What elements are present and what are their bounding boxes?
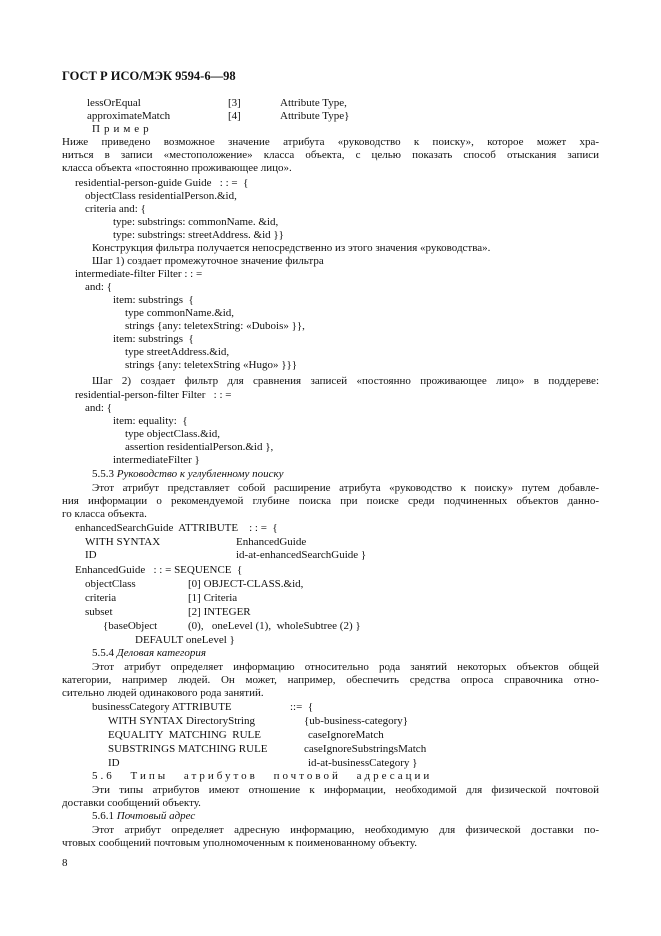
code-line: criteria and: {: [85, 203, 146, 215]
section-title: Руководство к углубленному поиску: [116, 468, 284, 480]
code-line: WITH SYNTAX DirectoryString: [108, 715, 255, 727]
code-line: ID: [108, 757, 120, 769]
paragraph-line: ниться в записи «местоположение» класса объекта, с целью показать способ отыскания записи: [62, 149, 599, 161]
code-line: EQUALITY MATCHING RULE: [108, 729, 261, 741]
code-line: residential-person-filter Filter : : =: [75, 389, 232, 401]
paragraph-line: Этот атрибут определяет информацию относительно рода занятий некоторых объектов общей: [92, 661, 599, 673]
code-line: assertion residentialPerson.&id },: [125, 441, 274, 453]
code-line: [3]: [228, 97, 241, 109]
code-line: type commonName.&id,: [125, 307, 235, 319]
code-line: lessOrEqual: [87, 97, 141, 109]
paragraph-line: Эти типы атрибутов имеют отношение к информации, необходимой для физической почтовой: [92, 784, 599, 796]
paragraph-line: го класса объекта.: [62, 508, 147, 520]
paragraph-line: доставки сообщений объекту.: [62, 797, 201, 809]
code-line: intermediateFilter }: [113, 454, 200, 466]
code-line: strings {any: teletexString: «Dubois» }},: [125, 320, 305, 332]
code-line: id-at-businessCategory }: [308, 757, 418, 769]
code-line: [4]: [228, 110, 241, 122]
section-title: Почтовый адрес: [116, 810, 196, 822]
paragraph-line: Шаг 1) создает промежуточное значение фильтра: [92, 255, 324, 267]
code-line: item: substrings {: [113, 333, 194, 345]
section-title: Деловая категория: [116, 647, 206, 659]
section-heading: [92, 810, 195, 823]
code-line: Attribute Type}: [280, 110, 350, 122]
section-heading: [92, 468, 284, 481]
paragraph-line: Конструкция фильтра получается непосредственно из этого значения «руководства».: [92, 242, 491, 254]
code-line: approximateMatch: [87, 110, 171, 122]
code-line: Attribute Type,: [280, 97, 347, 109]
example-heading: Пример: [92, 123, 153, 135]
code-line: DEFAULT oneLevel }: [135, 634, 235, 646]
page-header: ГОСТ Р ИСО/МЭК 9594-6—98: [62, 69, 236, 83]
code-line: ID: [85, 549, 97, 561]
code-line: item: substrings {: [113, 294, 194, 306]
paragraph-line: категории, например людей. Он может, например, обеспечить средства опроса справочника отно-: [62, 674, 599, 686]
code-line: id-at-enhancedSearchGuide }: [236, 549, 367, 561]
paragraph-line: сительно людей одинакового рода занятий.: [62, 687, 264, 699]
code-line: and: {: [85, 281, 112, 293]
code-line: and: {: [85, 402, 112, 414]
code-line: {baseObject: [103, 620, 158, 632]
code-line: item: equality: {: [113, 415, 188, 427]
code-line: subset: [85, 606, 113, 618]
code-line: criteria: [85, 592, 117, 604]
paragraph-line: Шаг 2) создает фильтр для сравнения записей «постоянно проживающее лицо» в поддереве:: [92, 375, 599, 387]
code-line: caseIgnoreSubstringsMatch: [304, 743, 427, 755]
code-line: type streetAddress.&id,: [125, 346, 230, 358]
code-line: EnhancedGuide : : = SEQUENCE {: [75, 564, 243, 576]
code-line: [0] OBJECT-CLASS.&id,: [188, 578, 304, 590]
section-number: 5.6.1: [92, 810, 114, 822]
code-line: strings {any: teletexString «Hugo» }}}: [125, 359, 298, 371]
code-line: intermediate-filter Filter : : =: [75, 268, 203, 280]
code-line: enhancedSearchGuide ATTRIBUTE : : = {: [75, 522, 278, 534]
code-line: ::= {: [290, 701, 314, 713]
code-line: objectClass residentialPerson.&id,: [85, 190, 237, 202]
paragraph-line: Этот атрибут определяет адресную информацию, необходимую для физической доставки по-: [92, 824, 599, 836]
code-line: residential-person-guide Guide : : = {: [75, 177, 249, 189]
paragraph-line: класса объекта «постоянно проживающее лицо».: [62, 162, 292, 174]
page-number: 8: [62, 857, 68, 869]
paragraph-line: Этот атрибут представляет собой расширение атрибута «руководство к поиску» путем добавле-: [92, 482, 599, 494]
code-line: WITH SYNTAX: [85, 536, 161, 548]
section-number: 5.5.3: [92, 468, 114, 480]
paragraph-line: чтовых сообщений почтовым уполномоченным к поименованному объекту.: [62, 837, 417, 849]
section-heading: 5.6 Типы атрибутов почтовой адресации: [92, 770, 433, 782]
paragraph-line: ния информации о рекомендуемой глубине поиска при поиске среди подчиненных объектов данно-: [62, 495, 599, 507]
code-line: [2] INTEGER: [188, 606, 251, 618]
code-line: SUBSTRINGS MATCHING RULE: [108, 743, 268, 755]
code-line: businessCategory ATTRIBUTE: [92, 701, 232, 713]
code-line: EnhancedGuide: [236, 536, 307, 548]
section-heading: [92, 647, 206, 660]
section-number: 5.5.4: [92, 647, 114, 659]
code-line: objectClass: [85, 578, 136, 590]
code-line: caseIgnoreMatch: [308, 729, 384, 741]
code-line: (0), oneLevel (1), wholeSubtree (2) }: [188, 620, 361, 632]
code-line: type objectClass.&id,: [125, 428, 221, 440]
paragraph-line: Ниже приведено возможное значение атрибута «руководство к поиску», которое может хра-: [62, 136, 599, 148]
code-line: {ub-business-category}: [304, 715, 409, 727]
code-line: [1] Criteria: [188, 592, 238, 604]
code-line: type: substrings: streetAddress. &id }}: [113, 229, 284, 241]
code-line: type: substrings: commonName. &id,: [113, 216, 279, 228]
